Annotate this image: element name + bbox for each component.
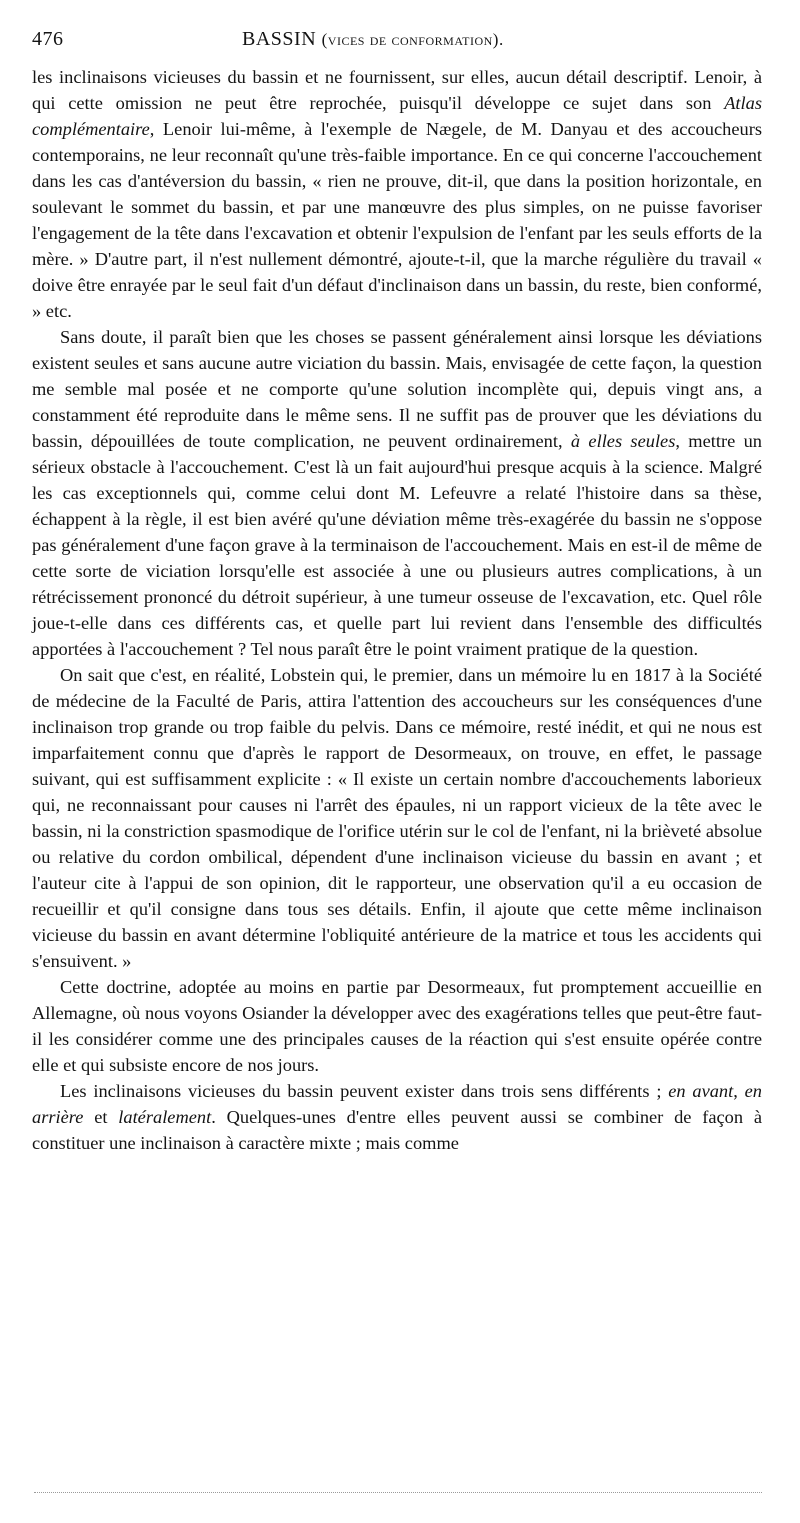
paragraph bbox=[32, 324, 762, 662]
paragraph bbox=[32, 1078, 762, 1156]
text-run: Les inclinaisons vicieuses du bassin peuvent exister dans trois sens différents ; bbox=[60, 1081, 669, 1101]
italic-text: à elles seules bbox=[570, 431, 676, 451]
text-run: Cette doctrine, adoptée au moins en partie par Desormeaux, fut promptement accueillie en Allemagne, où nous voyons Osiander la développer avec des exagérations telles que peut-être faut-il les considérer comme une des principales causes de la réaction qui s'est ensuite opérée contre elle et qui subsiste encore de nos jours. bbox=[32, 977, 762, 1075]
page-number: 476 bbox=[32, 28, 64, 50]
text-run: . Quelques-unes d'entre elles peuvent aussi se combiner de façon à constituer une inclinaison à caractère mixte ; mais comme bbox=[32, 1107, 763, 1153]
text-run: les inclinaisons vicieuses du bassin et ne fournissent, sur elles, aucun détail descriptif. Lenoir, à qui cette omission ne peut être reprochée, puisqu'il développe ce sujet dans son bbox=[32, 67, 762, 113]
body-text bbox=[32, 64, 762, 1156]
text-run: , mettre un sérieux obstacle à l'accouchement. C'est là un fait aujourd'hui presque acquis à la science. Malgré les cas exceptionnels qui, comme celui dont M. Lefeuvre a relaté l'histoire dans sa thèse, échappent à la règle, il est bien avéré qu'une déviation même très-exagérée du bassin ne s'oppose pas généralement d'une façon grave à la terminaison de l'accouchement. Mais en est-il de même de cette sorte de viciation lorsqu'elle est associée à une ou plusieurs autres complications, à un rétrécissement prononcé du détroit supérieur, à une tumeur osseuse de l'excavation, etc. Quel rôle joue-t-elle dans ces différents cas, et quelle part lui revient dans l'ensemble des difficultés apportées à l'accouchement ? Tel nous paraît être le point vraiment pratique de la question. bbox=[32, 431, 762, 659]
text-run: , bbox=[733, 1081, 745, 1101]
italic-text: en arrière bbox=[32, 1081, 762, 1127]
running-head-title: BASSIN bbox=[242, 28, 317, 50]
italic-text: Atlas complémentaire bbox=[32, 93, 762, 139]
page-header bbox=[32, 28, 762, 58]
running-head bbox=[242, 28, 504, 51]
footer-rule bbox=[34, 1492, 762, 1493]
text-run: , Lenoir lui-même, à l'exemple de Nægele, de M. Danyau et des accoucheurs contemporains, ne leur reconnaît qu'une très-faible importance. En ce qui concerne l'accouchement dans les cas d'antéversion du bassin, « rien ne prouve, dit-il, que dans la position horizontale, en soulevant le sommet du bassin, et par une manœuvre des plus simples, on ne puisse favoriser l'engagement de la tête dans l'excavation et obtenir l'expulsion de l'enfant par les seuls efforts de la mère. » D'autre part, il n'est nullement démontré, ajoute-t-il, que la marche régulière du travail « doive être enrayée par le seul fait d'un défaut d'inclinaison dans un bassin, du reste, bien conformé, » etc. bbox=[32, 119, 762, 321]
paragraph bbox=[32, 662, 762, 974]
text-run: Sans doute, il paraît bien que les choses se passent généralement ainsi lorsque les déviations existent seules et sans aucune autre viciation du bassin. Mais, envisagée de cette façon, la question me semble mal posée et ne comporte qu'une solution incomplète qui, depuis vingt ans, a constamment été reproduite dans le même sens. Il ne suffit pas de prouver que les déviations du bassin, dépouillées de toute complication, ne peuvent ordinairement, bbox=[32, 327, 762, 451]
italic-text: en avant bbox=[668, 1081, 734, 1101]
paragraph bbox=[32, 974, 762, 1078]
running-head-subtitle: (vices de conformation). bbox=[321, 30, 504, 49]
text-run: et bbox=[83, 1107, 119, 1127]
paragraph bbox=[32, 64, 762, 324]
italic-text: latéralement bbox=[118, 1107, 212, 1127]
text-run: On sait que c'est, en réalité, Lobstein qui, le premier, dans un mémoire lu en 1817 à la Société de médecine de la Faculté de Paris, attira l'attention des accoucheurs sur les conséquences d'une inclinaison trop grande ou trop faible du pelvis. Dans ce mémoire, resté inédit, et qui ne nous est imparfaitement connu que d'après le rapport de Desormeaux, on trouve, en effet, le passage suivant, qui est suffisamment explicite : « Il existe un certain nombre d'accouchements laborieux qui, ne reconnaissant pour causes ni l'arrêt des épaules, ni un rapport vicieux de la tête avec le bassin, ni la constriction spasmodique de l'orifice utérin sur le col de l'enfant, ni la brièveté absolue ou relative du cordon ombilical, dépendent d'une inclinaison vicieuse du bassin en avant ; et l'auteur cite à l'appui de son opinion, dit le rapporteur, une observation qu'il a eu occasion de recueillir et qu'il consigne dans tous ses détails. Enfin, il ajoute que cette même inclinaison vicieuse du bassin en avant détermine l'obliquité antérieure de la matrice et tous les accidents qui s'ensuivent. » bbox=[32, 665, 762, 971]
